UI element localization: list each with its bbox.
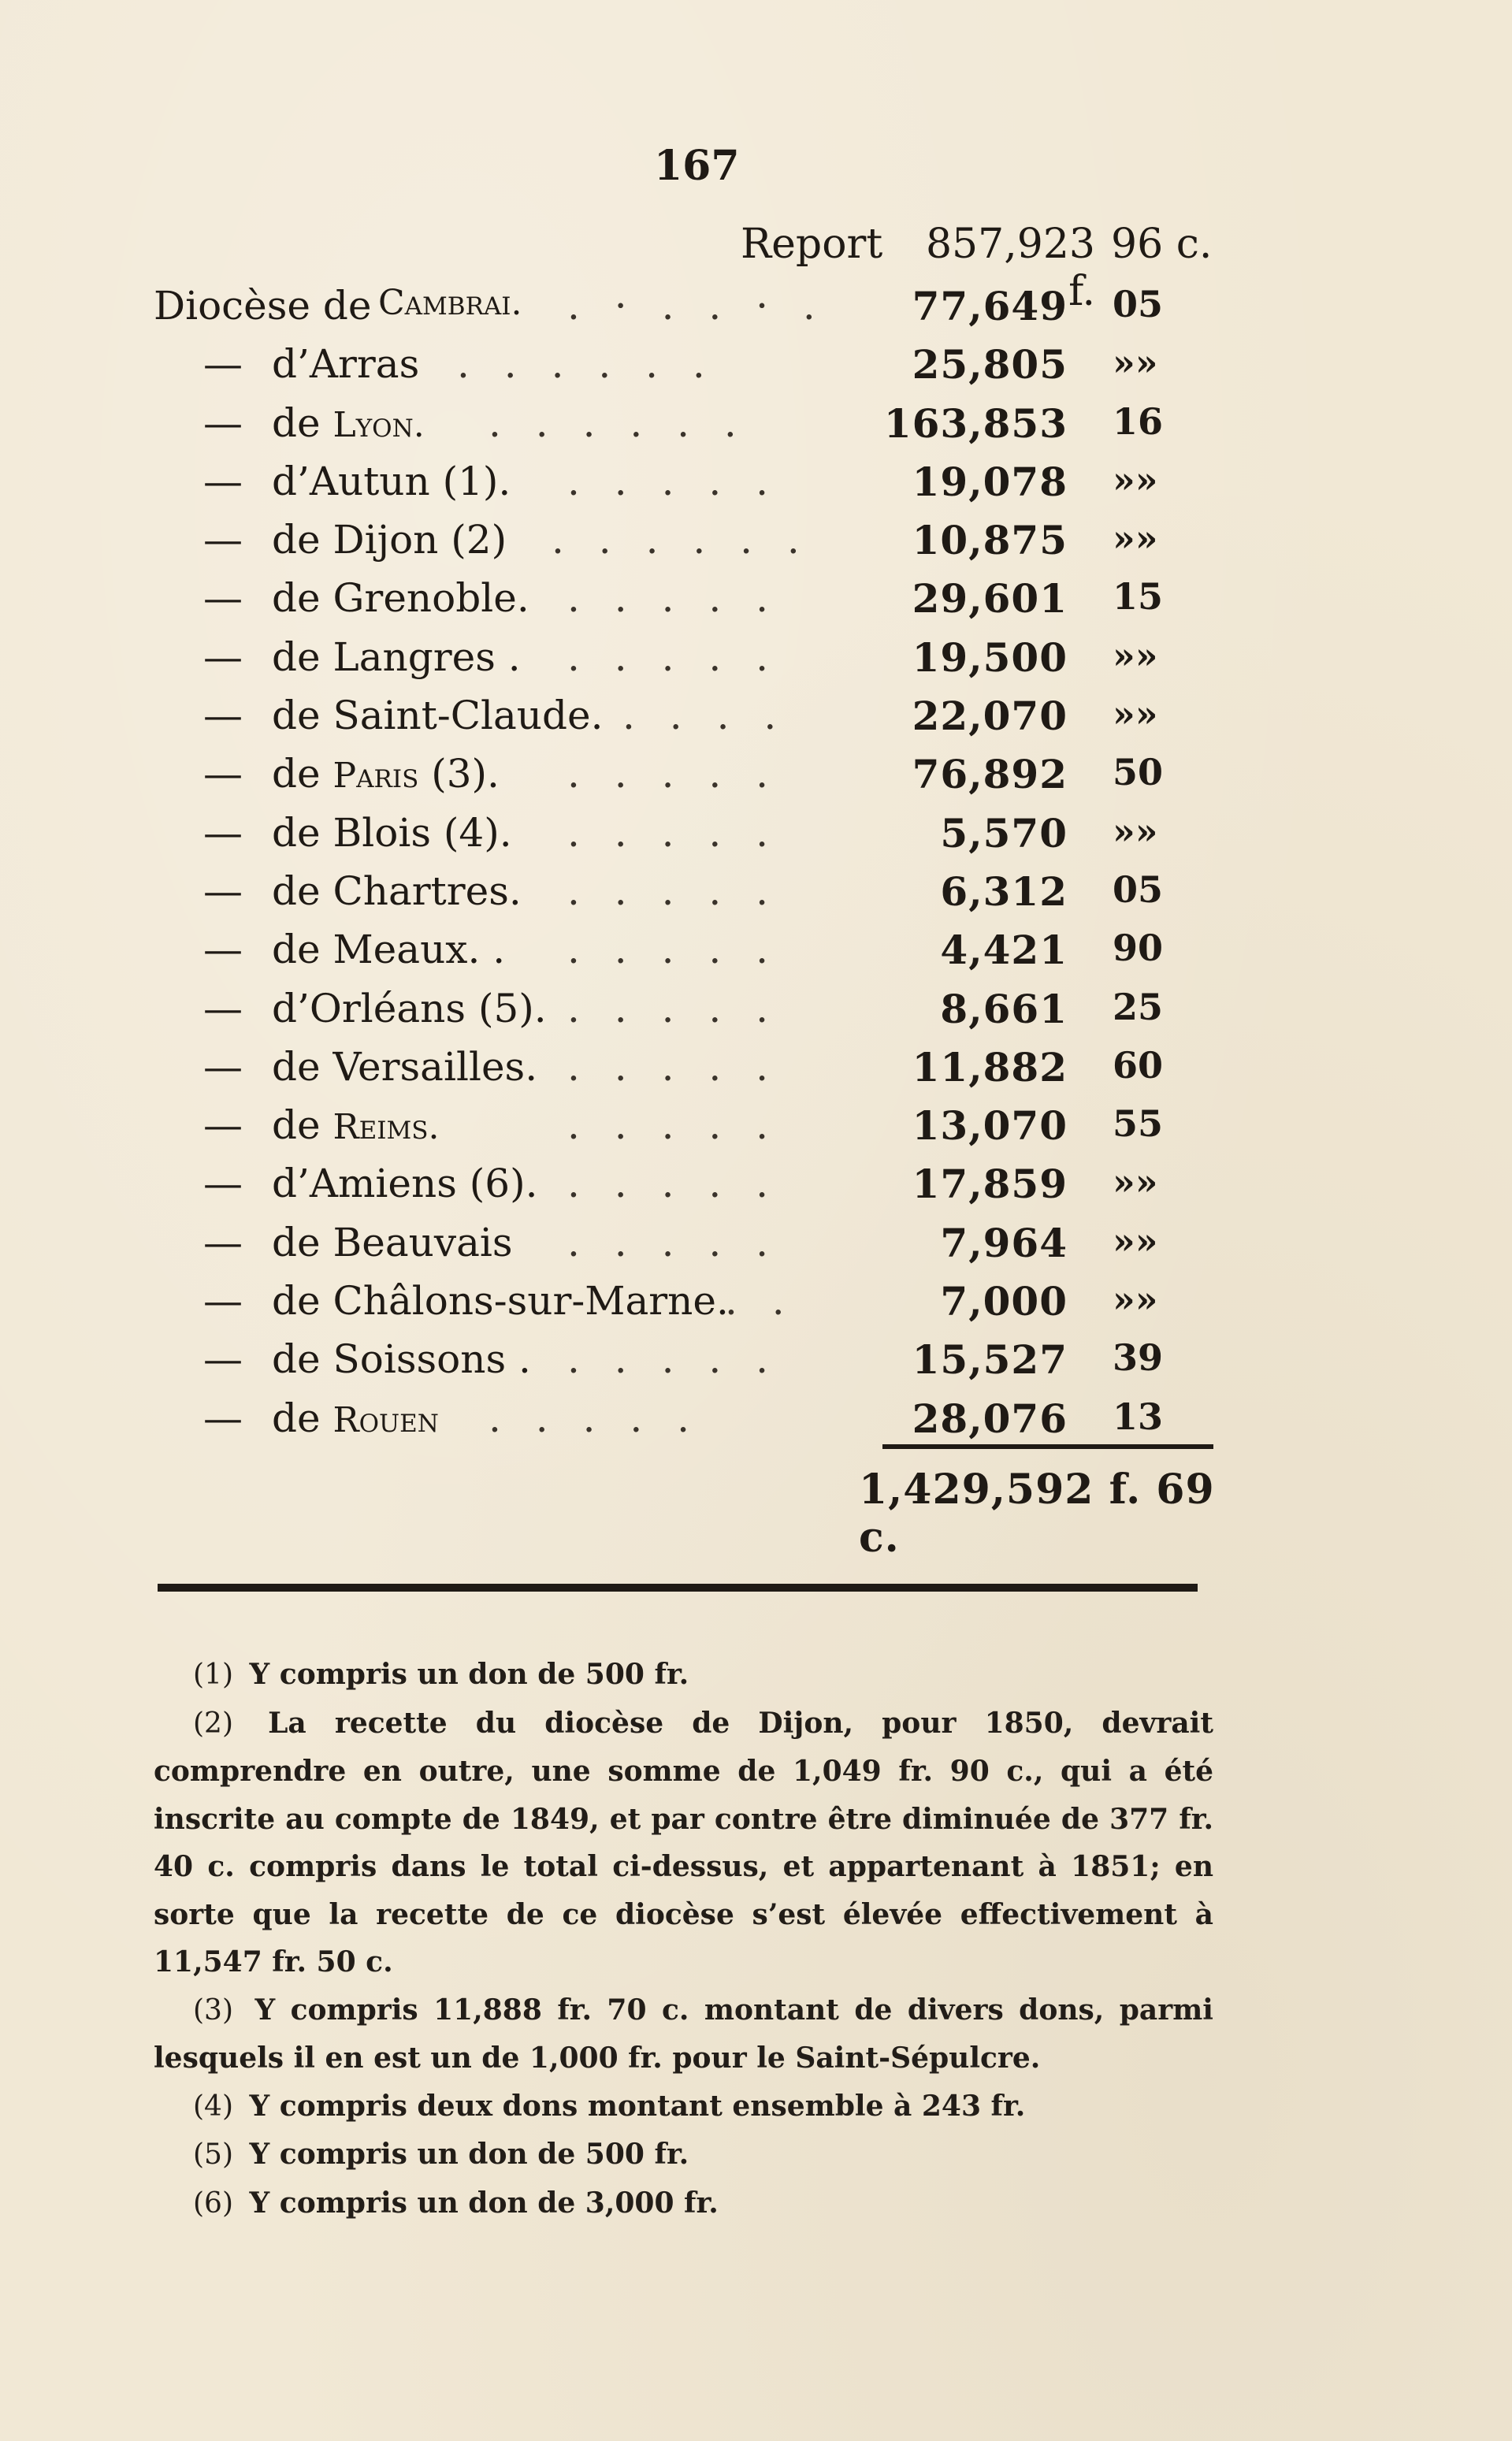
amount-centimes: 13	[1113, 1395, 1164, 1438]
amount-centimes: 50	[1113, 751, 1164, 794]
amount-centimes: »»	[1113, 1219, 1158, 1262]
table-row	[0, 689, 1512, 748]
table-row	[0, 1157, 1512, 1216]
table-row	[0, 748, 1512, 806]
leader-dots: . .	[725, 1278, 796, 1325]
diocese-name: de Chartres.	[272, 868, 522, 914]
table-row	[0, 1275, 1512, 1333]
amount-francs: 17,859	[912, 1161, 1068, 1208]
footnote-mark: (2)	[193, 1707, 233, 1740]
total-rule	[882, 1444, 1213, 1449]
amount-centimes: »»	[1113, 693, 1158, 736]
diocese-name: de Saint-Claude.	[272, 693, 604, 739]
footnote-mark: (1)	[193, 1659, 233, 1691]
row-prefix: —	[203, 809, 243, 856]
diocese-name: de Paris (3).	[272, 751, 500, 797]
leader-dots: . . . . .	[567, 809, 780, 856]
row-prefix: —	[203, 985, 243, 1031]
amount-centimes: »»	[1113, 341, 1158, 385]
amount-francs: 5,570	[940, 809, 1068, 856]
leader-dots: . . . . .	[567, 575, 780, 622]
diocese-table	[0, 280, 1512, 1451]
footnote-text: Y compris un don de 3,000 fr.	[249, 2186, 719, 2220]
leader-dots: . . . . . .	[552, 517, 811, 563]
amount-centimes: 90	[1113, 927, 1164, 970]
footnote-text: La recette du diocèse de Dijon, pour 1850, devrait comprendre en outre, une somme de 1,049 fr. 90 c., qui a été inscrite au compte de 1849, et par contre être diminuée de 377 fr. 40 c. compris dans le total ci-dessus, et appartenant à 1851; en sorte que la recette de ce diocèse s’est élevée effectivement à 11,547 fr. 50 c.	[154, 1706, 1213, 1978]
leader-dots: . . . . .	[567, 927, 780, 973]
diocese-name: d’Amiens (6).	[272, 1161, 538, 1207]
footnote	[154, 1986, 1213, 2082]
diocese-name: d’Arras	[272, 341, 420, 388]
amount-francs: 10,875	[912, 517, 1068, 564]
amount-francs: 22,070	[912, 693, 1068, 740]
amount-francs: 13,070	[912, 1102, 1068, 1150]
grand-total	[859, 1466, 1221, 1562]
amount-centimes: 15	[1113, 575, 1164, 619]
amount-francs: 19,078	[912, 458, 1068, 505]
table-row	[0, 983, 1512, 1041]
leader-dots: . . . . .	[567, 1336, 780, 1383]
leader-dots: . . . . .	[567, 458, 780, 504]
row-prefix: —	[203, 1219, 243, 1265]
row-prefix: —	[203, 399, 243, 446]
table-row	[0, 1099, 1512, 1157]
row-prefix: —	[203, 517, 243, 563]
amount-francs: 29,601	[912, 575, 1068, 622]
footnote	[154, 1700, 1213, 1986]
footnote-text: Y compris 11,888 fr. 70 c. montant de divers dons, parmi lesquels il en est un de 1,000 fr. pour le Saint-Sépulcre.	[154, 1993, 1213, 2075]
row-prefix: —	[203, 1336, 243, 1383]
leader-dots: . . . .	[622, 693, 788, 739]
footnote-mark: (6)	[193, 2186, 233, 2220]
row-prefix: —	[203, 341, 243, 388]
amount-francs: 11,882	[912, 1043, 1068, 1090]
row-prefix: —	[203, 458, 243, 504]
table-row	[0, 923, 1512, 982]
amount-centimes: 05	[1113, 868, 1164, 911]
amount-francs: 25,805	[912, 341, 1068, 388]
leader-dots: . . . . . .	[457, 341, 716, 388]
leader-dots: . · . . · .	[567, 283, 827, 329]
table-row	[0, 514, 1512, 572]
page-number: 167	[654, 142, 740, 190]
row-prefix: —	[203, 693, 243, 739]
table-row	[0, 865, 1512, 923]
amount-centimes: 55	[1113, 1102, 1164, 1146]
footnote-text: Y compris un don de 500 fr.	[249, 1658, 689, 1691]
amount-francs: 28,076	[912, 1395, 1068, 1442]
row-prefix: —	[203, 1102, 243, 1149]
amount-centimes: »»	[1113, 633, 1158, 677]
row-prefix: —	[203, 1043, 243, 1090]
leader-dots: . . . . .	[489, 1395, 701, 1441]
table-row	[0, 572, 1512, 630]
amount-francs: 19,500	[912, 633, 1068, 681]
diocese-name: de Versailles.	[272, 1043, 538, 1090]
leader-dots: . . . . . .	[489, 399, 748, 446]
footnote	[154, 2179, 1213, 2228]
footnote-mark: (3)	[193, 1993, 233, 2027]
leader-dots: . . . . .	[567, 868, 780, 914]
amount-centimes: »»	[1113, 458, 1158, 501]
diocese-name: de Rouen	[272, 1395, 439, 1441]
table-row	[0, 1392, 1512, 1451]
diocese-name: de Grenoble.	[272, 575, 529, 622]
diocese-name: de Reims.	[272, 1102, 440, 1149]
footnote-text: Y compris deux dons montant ensemble à 243 fr.	[249, 2089, 1026, 2123]
amount-centimes: »»	[1113, 1278, 1158, 1321]
footnote-mark: (5)	[193, 2138, 233, 2171]
table-row	[0, 1217, 1512, 1275]
row-prefix: —	[203, 751, 243, 797]
amount-centimes: 60	[1113, 1043, 1164, 1087]
table-row	[0, 1333, 1512, 1391]
amount-francs: 163,853	[883, 399, 1068, 447]
row-prefix: —	[203, 868, 243, 914]
diocese-name: Cambrai.	[378, 283, 522, 323]
leader-dots: . . . . .	[567, 985, 780, 1031]
amount-centimes: 16	[1113, 399, 1164, 443]
report-label: Report	[741, 221, 883, 268]
amount-francs: 4,421	[940, 927, 1068, 974]
leader-dots: . . . . .	[567, 633, 780, 680]
diocese-name: de Soissons .	[272, 1336, 531, 1383]
amount-francs: 6,312	[940, 868, 1068, 915]
table-row	[0, 338, 1512, 396]
amount-francs: 76,892	[912, 751, 1068, 798]
footnote-mark: (4)	[193, 2090, 233, 2123]
leader-dots: . . . . .	[567, 1219, 780, 1265]
leader-dots: . . . . .	[567, 1161, 780, 1207]
row-prefix: —	[203, 1278, 243, 1325]
diocese-name: de Langres .	[272, 633, 521, 680]
table-row	[0, 455, 1512, 514]
amount-francs: 7,000	[940, 1278, 1068, 1325]
row-prefix: —	[203, 633, 243, 680]
diocese-name: de Dijon (2)	[272, 517, 507, 563]
diocese-name: de Beauvais	[272, 1219, 513, 1265]
leader-dots: . . . . .	[567, 1102, 780, 1149]
amount-centimes: »»	[1113, 809, 1158, 853]
amount-centimes: »»	[1113, 517, 1158, 560]
amount-francs: 15,527	[912, 1336, 1068, 1384]
diocese-name: d’Autun (1).	[272, 458, 511, 504]
diocese-name: de Lyon.	[272, 399, 425, 446]
table-row	[0, 631, 1512, 689]
footnote	[154, 2082, 1213, 2131]
table-row	[0, 397, 1512, 455]
table-row	[0, 1041, 1512, 1099]
total-amount: 1,429,592 f. 69 c.	[859, 1466, 1215, 1562]
amount-francs: 8,661	[940, 985, 1068, 1032]
leader-dots: . . . . .	[567, 751, 780, 797]
diocese-name: d’Orléans (5).	[272, 985, 547, 1031]
row-prefix: Diocèse de	[154, 283, 372, 329]
amount-centimes: »»	[1113, 1161, 1158, 1204]
leader-dots: . . . . .	[567, 1043, 780, 1090]
row-prefix: —	[203, 1161, 243, 1207]
section-divider	[158, 1584, 1198, 1592]
amount-francs: 7,964	[940, 1219, 1068, 1266]
table-row	[0, 280, 1512, 338]
diocese-name: de Châlons-sur-Marne.	[272, 1278, 729, 1325]
amount-centimes: 39	[1113, 1336, 1164, 1380]
footnote	[154, 2131, 1213, 2179]
row-prefix: —	[203, 927, 243, 973]
table-row	[0, 807, 1512, 865]
row-prefix: —	[203, 1395, 243, 1441]
amount-francs: 77,649	[912, 283, 1068, 329]
footnotes	[154, 1651, 1213, 2227]
amount-centimes: 25	[1113, 985, 1164, 1028]
diocese-name: de Meaux. .	[272, 927, 506, 973]
diocese-name: de Blois (4).	[272, 809, 512, 856]
report-amount: 857,923 f.	[925, 221, 1095, 315]
amount-centimes: 05	[1113, 283, 1164, 325]
footnote	[154, 1651, 1213, 1700]
footnote-text: Y compris un don de 500 fr.	[249, 2138, 689, 2171]
report-centimes: 96 c.	[1111, 221, 1213, 268]
row-prefix: —	[203, 575, 243, 622]
